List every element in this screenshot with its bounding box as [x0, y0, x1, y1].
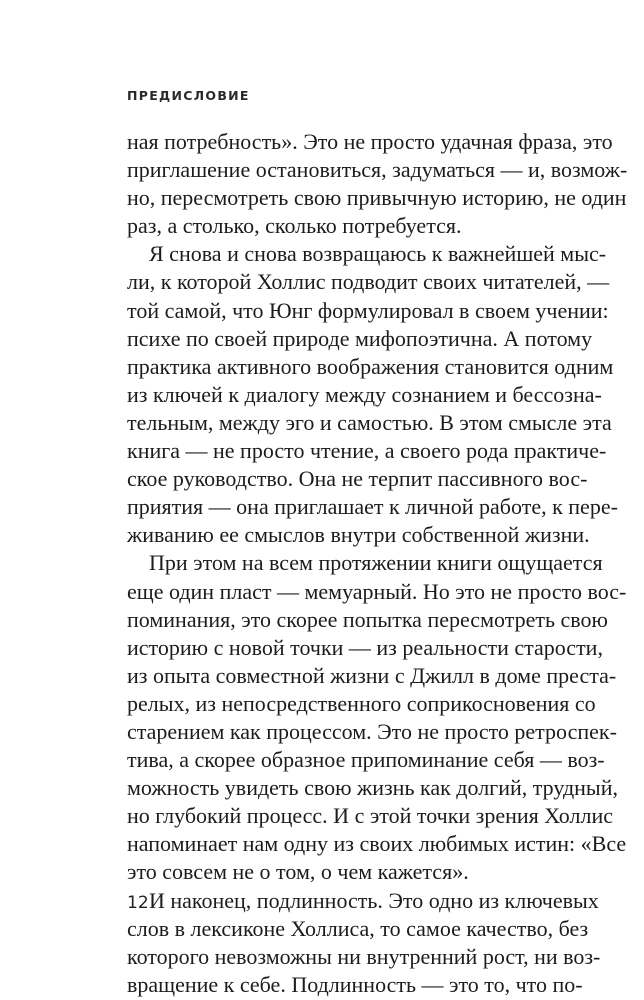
- text-line: вращение к себе. Подлинность — это то, что по-: [127, 971, 583, 997]
- text-line: но, пересмотреть свою привычную историю, не один: [127, 185, 627, 211]
- text-line: ная потребность». Это не просто удачная фраза, это: [127, 129, 613, 154]
- text-line: раз, а столько, сколько потребуется.: [127, 213, 462, 239]
- text-line: историю с новой точки — из реальности старости,: [127, 634, 603, 660]
- text-line: из опыта совместной жизни с Джилл в доме преста-: [127, 662, 617, 688]
- text-line: тельным, между эго и самостью. В этом смысле эта: [127, 409, 612, 435]
- text-line: Я снова и снова возвращаюсь к важнейшей мыс-: [149, 241, 607, 267]
- text-line: живанию ее смыслов внутри собственной жизни.: [127, 522, 590, 548]
- text-line: практика активного воображения становится одним: [127, 353, 614, 379]
- text-line: приятия — она приглашает к личной работе, к пере-: [127, 494, 618, 520]
- text-line: напоминает нам одну из своих любимых истин: «Все: [127, 831, 627, 857]
- text-line: И наконец, подлинность. Это одно из ключевых: [149, 887, 599, 913]
- text-line: поминания, это скорее попытка пересмотреть свою: [127, 606, 608, 632]
- text-line: ское руководство. Она не терпит пассивного вос-: [127, 466, 588, 492]
- text-line: При этом на всем протяжении книги ощущается: [149, 550, 603, 576]
- text-line: той самой, что Юнг формулировал в своем учении:: [127, 297, 609, 323]
- text-line: можность увидеть свою жизнь как долгий, трудный,: [127, 775, 618, 801]
- text-line: релых, из непосредственного соприкосновения со: [127, 690, 596, 716]
- text-line: которого невозможны ни внутренний рост, ни воз-: [127, 943, 601, 969]
- text-line: психе по своей природе мифопоэтична. А потому: [127, 325, 593, 351]
- text-line: но глубокий процесс. И с этой точки зрения Холлис: [127, 803, 613, 829]
- text-line: это совсем не о том, о чем кажется».: [127, 859, 469, 885]
- text-line: старением как процессом. Это не просто ретроспек-: [127, 718, 617, 744]
- text-line: слов в лексиконе Холлиса, то самое качество, без: [127, 915, 589, 941]
- text-line: книга — не просто чтение, а своего рода практиче-: [127, 438, 607, 464]
- text-line: тива, а скорее образное припоминание себя — воз-: [127, 747, 605, 773]
- text-line: из ключей к диалогу между сознанием и бессозна-: [127, 381, 602, 407]
- text-line: приглашение остановиться, задуматься — и, возмож-: [127, 157, 628, 183]
- page-number: 12: [127, 893, 149, 913]
- text-line: еще один пласт — мемуарный. Но это не просто вос-: [127, 578, 627, 604]
- text-line: ли, к которой Холлис подводит своих читателей, —: [127, 269, 610, 295]
- body-text: [127, 128, 628, 999]
- running-head: ПРЕДИСЛОВИЕ: [127, 88, 250, 103]
